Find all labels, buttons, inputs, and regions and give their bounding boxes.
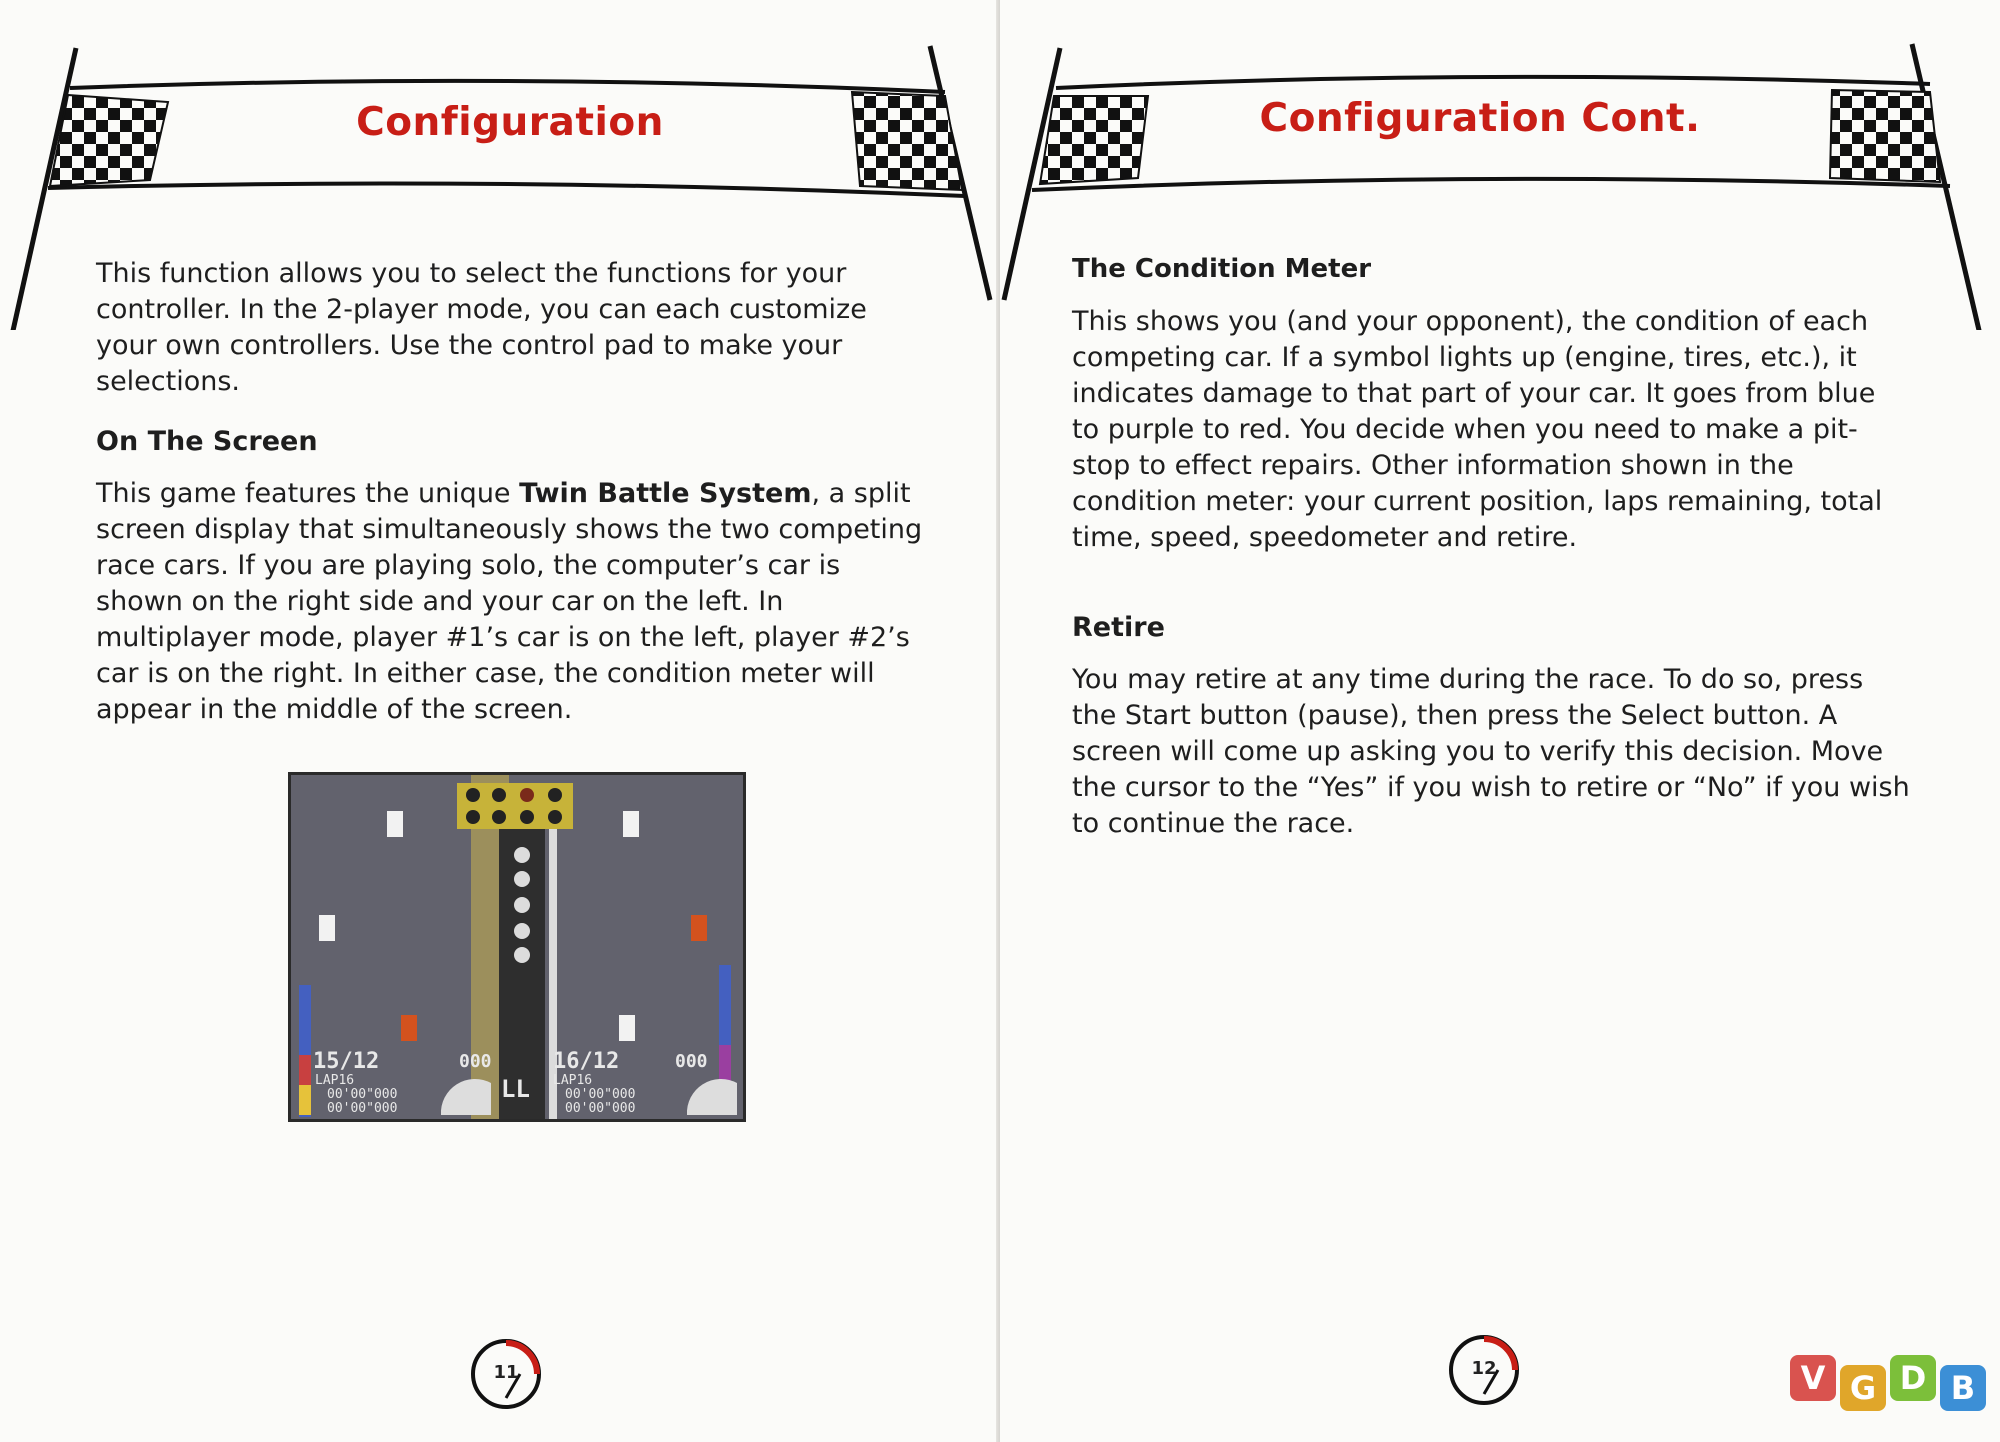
intro-paragraph: This function allows you to select the functions for your controller. In the 2-player mode, you can each customize your own controllers. Use the control pad to make your selections. <box>96 258 867 397</box>
body-text-end: , a split screen display that simultaneously shows the two competing race cars. If you are playing solo, the computer’s car is shown on the right side and your car on the left. In multiplayer mode, player #1’s car is on the left, player #2’s car is on the right. In either case, the condition meter will appear in the middle of the screen. <box>96 478 923 725</box>
page-number-badge <box>1448 1334 1520 1406</box>
body-paragraph <box>96 476 926 728</box>
p1-lap: LAP16 <box>315 1073 355 1088</box>
center-label: LL <box>501 1075 530 1103</box>
vgdb-tile-v: V <box>1790 1355 1836 1401</box>
p2-position: 16/12 <box>553 1049 620 1074</box>
retire-paragraph: You may retire at any time during the race. To do so, press the Start button (pause), then press the Select button. A screen will come up asking you to verify this decision. Move the cursor to the “Yes” if you wish to retire or “No” if you wish to continue the race. <box>1072 664 1910 839</box>
game-screenshot <box>288 772 746 1122</box>
vgdb-tile-d: D <box>1890 1355 1936 1401</box>
section-heading: On The Screen <box>96 426 318 457</box>
p1-time1: 00'00"000 <box>327 1087 398 1102</box>
body-text-start: This game features the unique <box>96 478 520 509</box>
p1-position: 15/12 <box>313 1049 380 1074</box>
p2-speed: 000 <box>675 1051 708 1072</box>
page-number: 12 <box>1471 1358 1497 1379</box>
twin-battle-system-term: Twin Battle System <box>519 478 812 509</box>
vgdb-tile-g: G <box>1840 1365 1886 1411</box>
p1-speed: 000 <box>459 1051 492 1072</box>
p2-time2: 00'00"000 <box>565 1101 636 1116</box>
p1-time2: 00'00"000 <box>327 1101 398 1116</box>
right-page <box>1000 0 2000 1442</box>
page-title: Configuration <box>356 100 664 145</box>
retire-heading: Retire <box>1072 612 1165 643</box>
page-title: Configuration Cont. <box>1259 96 1701 141</box>
page-number-badge <box>470 1338 542 1410</box>
condition-meter-heading: The Condition Meter <box>1072 254 1372 284</box>
p2-lap: LAP16 <box>553 1073 593 1088</box>
condition-meter-paragraph: This shows you (and your opponent), the condition of each competing car. If a symbol lights up (engine, tires, etc.), it indicates damage to that part of your car. It goes from blue to purple to red. You decide when you need to make a pit-stop to effect repairs. Other information shown in the condition meter: your current position, laps remaining, total time, speed, speedometer and retire. <box>1072 306 1883 553</box>
p2-time1: 00'00"000 <box>565 1087 636 1102</box>
vgdb-tile-b: B <box>1940 1365 1986 1411</box>
page-number: 11 <box>493 1362 519 1383</box>
